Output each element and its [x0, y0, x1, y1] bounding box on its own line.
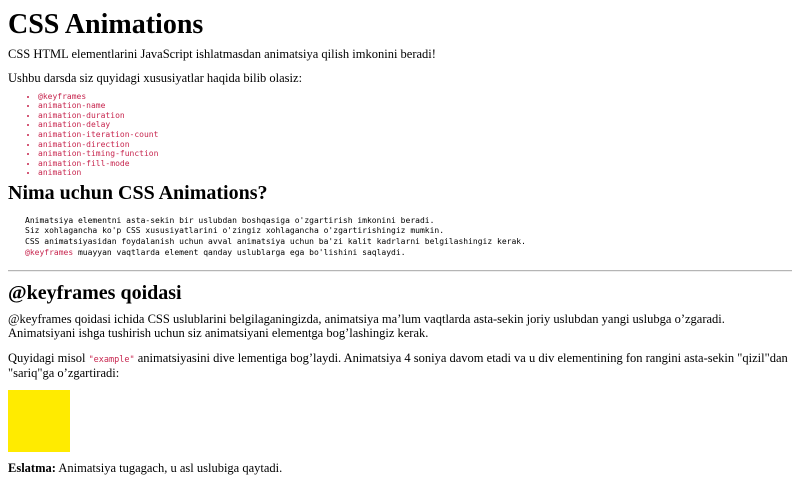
- animation-demo-box: [8, 390, 70, 452]
- learn-list-intro: Ushbu darsda siz quyidagi xususiyatlar haqida bilib olasiz:: [8, 71, 303, 86]
- section-heading-keyframes: @keyframes qoidasi: [8, 282, 182, 305]
- page-title: CSS Animations: [8, 9, 204, 40]
- list-item: • animation-timing-function: [38, 149, 792, 159]
- example-text-before: Quyidagi misol: [8, 350, 89, 365]
- section-divider: [8, 270, 792, 272]
- example-inline-code: "example": [88, 354, 135, 365]
- keyframes-keyword: @keyframes: [25, 247, 74, 257]
- css-properties-list: [8, 92, 792, 178]
- keyframes-paragraph: @keyframes qoidasi ichida CSS uslublarini belgilaganingizda, animatsiya ma’lum vaqtlarda asta-sekin joriy uslubdan yangi uslubga o’zgaradi. Animatsiyani ishga tushirish uchun siz animatsiyani elementga bog’lashingiz kerak.: [8, 312, 725, 341]
- note-text: Animatsiya tugagach, u asl uslubiga qaytadi.: [55, 460, 283, 475]
- note-paragraph: [8, 461, 792, 475]
- example-paragraph: [8, 351, 792, 380]
- list-item: • animation-fill-mode: [38, 159, 792, 169]
- list-item: • animation-duration: [38, 111, 792, 121]
- why-code-block: [25, 216, 792, 258]
- section-heading-why: Nima uchun CSS Animations?: [8, 181, 268, 204]
- code-line: [25, 248, 792, 259]
- code-line: CSS animatsiyasidan foydalanish uchun avval animatsiya uchun ba'zi kalit kadrlarni belgilashingiz kerak.: [25, 236, 526, 246]
- list-item: • @keyframes: [38, 92, 792, 102]
- list-item: • animation-direction: [38, 140, 792, 150]
- intro-paragraph: CSS HTML elementlarini JavaScript ishlatmasdan animatsiya qilish imkonini beradi!: [8, 46, 436, 61]
- list-item: • animation-name: [38, 101, 792, 111]
- list-item: • animation: [38, 168, 792, 178]
- note-label: Eslatma:: [8, 460, 56, 475]
- example-text-after: animatsiyasini dive lementiga bog’laydi. Animatsiya 4 soniya davom etadi va u div elementining fon rangini asta-sekin "qizil"dan "sariq"ga o’zgartiradi:: [8, 350, 788, 380]
- code-line-text: muayyan vaqtlarda element qanday uslublarga ega bo'lishini saqlaydi.: [73, 247, 406, 257]
- list-item: • animation-iteration-count: [38, 130, 792, 140]
- code-line: Animatsiya elementni asta-sekin bir uslubdan boshqasiga o'zgartirish imkonini beradi.: [25, 215, 435, 225]
- list-item: • animation-delay: [38, 120, 792, 130]
- code-line: Siz xohlagancha ko'p CSS xususiyatlarini o'zingiz xohlagancha o'zgartirishingiz mumkin.: [25, 226, 445, 236]
